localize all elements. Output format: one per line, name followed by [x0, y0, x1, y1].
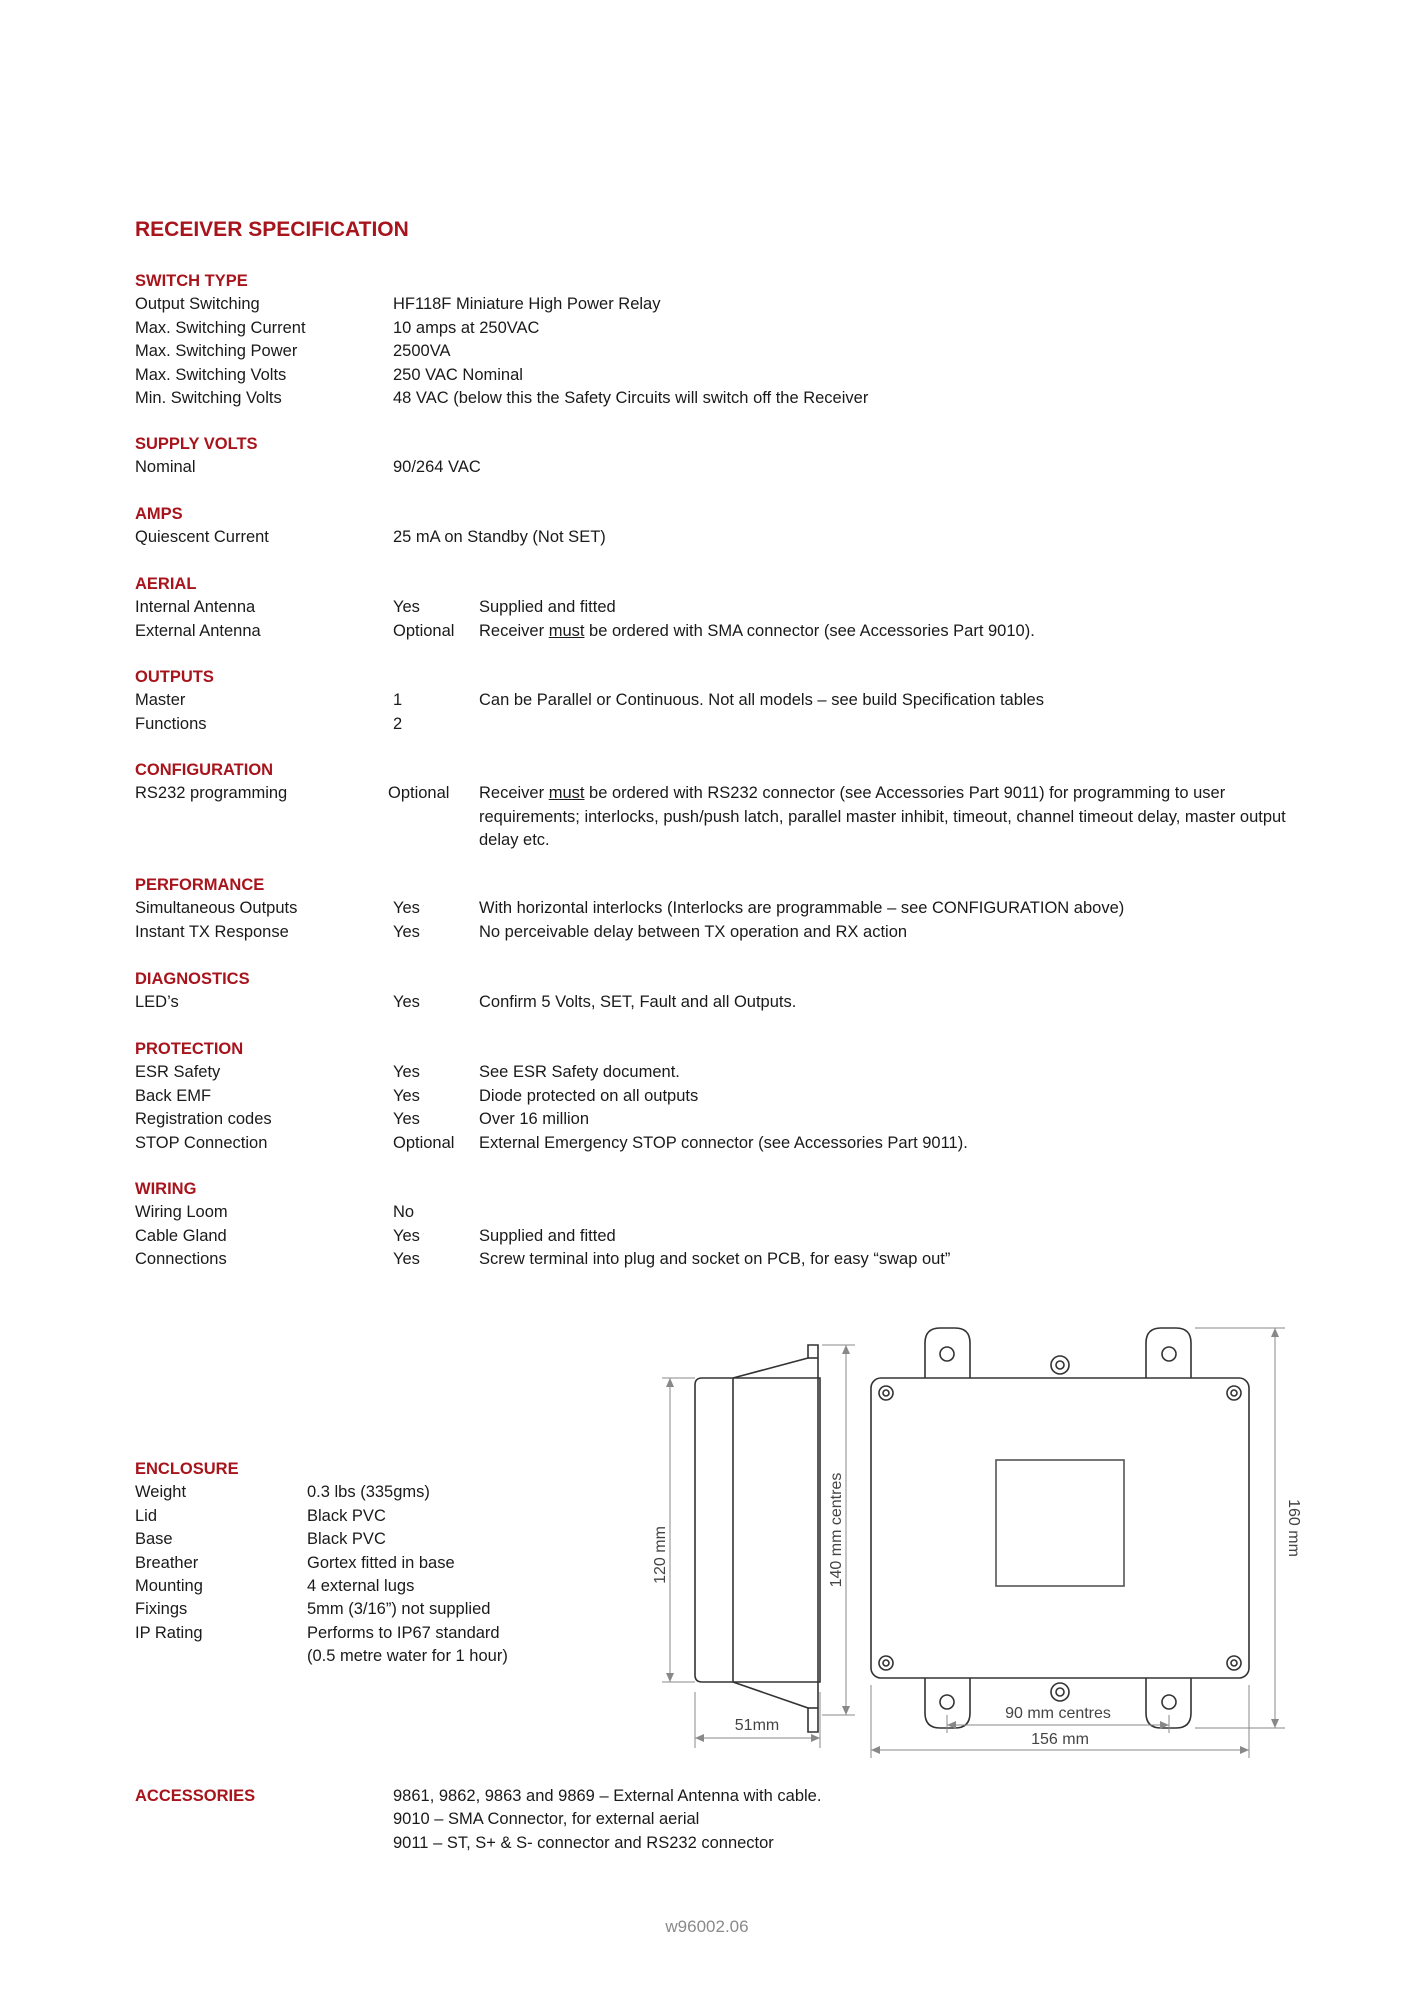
dim-120mm-label: 120 mm: [652, 1526, 669, 1584]
spec-section: [135, 968, 797, 1015]
spec-row: [135, 1108, 590, 1131]
spec-value: Optional: [393, 1133, 455, 1152]
enclosure-row: [135, 1622, 500, 1645]
spec-note: Supplied and fitted: [479, 1226, 616, 1245]
spec-section: [135, 503, 606, 550]
enclosure-row: [135, 1552, 455, 1575]
spec-note-text: Receiver: [479, 784, 549, 803]
spec-label: Connections: [135, 1250, 227, 1269]
spec-note-text: be ordered with RS232 connector (see Accessories Part 9011) for programming to user requirements; interlocks, push/push latch, parallel master inhibit, timeout, channel timeout delay, master output delay etc.: [479, 784, 1286, 850]
spec-value: 10 amps at 250VAC: [393, 318, 540, 337]
spec-label: LED’s: [135, 993, 179, 1012]
spec-note: Diode protected on all outputs: [479, 1086, 699, 1105]
spec-row: [135, 897, 1125, 920]
enclosure-section: [135, 1458, 508, 1669]
side-view-flange: [733, 1345, 818, 1732]
spec-row: [135, 317, 540, 340]
spec-row: [135, 596, 616, 619]
spec-value: HF118F Miniature High Power Relay: [393, 295, 661, 314]
spec-value: 0.3 lbs (335gms): [307, 1483, 430, 1502]
spec-value: Optional: [393, 621, 455, 640]
spec-label: Breather: [135, 1553, 199, 1572]
accessories-section: [135, 1785, 822, 1852]
spec-label: Output Switching: [135, 295, 260, 314]
section-heading: CONFIGURATION: [135, 761, 274, 779]
spec-note: [479, 620, 1299, 643]
spec-row: [135, 293, 661, 316]
spec-row: [135, 921, 908, 944]
spec-section: [135, 666, 1044, 736]
spec-label: Master: [135, 691, 186, 710]
spec-row: [135, 689, 1044, 712]
dim-140mm-centres-label: 140 mm centres: [828, 1472, 845, 1588]
spec-section: [135, 573, 1035, 643]
spec-value: Yes: [393, 1086, 420, 1105]
spec-value: 25 mA on Standby (Not SET): [393, 528, 606, 547]
spec-row: [135, 713, 403, 736]
spec-value: Yes: [393, 922, 420, 941]
page-title: RECEIVER SPECIFICATION: [135, 218, 409, 241]
label-area: [996, 1460, 1124, 1586]
spec-value: Black PVC: [307, 1530, 386, 1549]
accessory-line: 9011 – ST, S+ & S- connector and RS232 connector: [393, 1833, 774, 1852]
accessory-line: 9010 – SMA Connector, for external aerial: [393, 1810, 700, 1829]
section-heading: ACCESSORIES: [135, 1787, 256, 1805]
enclosure-row: [135, 1481, 430, 1504]
side-view-body: [695, 1378, 820, 1682]
spec-row: [135, 782, 1286, 852]
spec-value: 90/264 VAC: [393, 458, 481, 477]
enclosure-row: [135, 1645, 508, 1668]
spec-value: 4 external lugs: [307, 1576, 415, 1595]
spec-label: Lid: [135, 1506, 158, 1525]
spec-label: STOP Connection: [135, 1133, 268, 1152]
spec-row: [135, 340, 451, 363]
section-heading: DIAGNOSTICS: [135, 970, 250, 988]
spec-section: [135, 759, 1286, 853]
dim-156mm-label: 156 mm: [1031, 1731, 1089, 1748]
spec-label: RS232 programming: [135, 784, 288, 803]
spec-note: External Emergency STOP connector (see Accessories Part 9011).: [479, 1133, 968, 1152]
spec-note: Confirm 5 Volts, SET, Fault and all Outputs.: [479, 993, 797, 1012]
section-heading: SWITCH TYPE: [135, 272, 248, 290]
spec-note-emphasis: must: [548, 784, 585, 803]
section-heading: ENCLOSURE: [135, 1460, 239, 1478]
spec-section: [135, 1178, 951, 1272]
spec-section: [135, 1038, 968, 1155]
spec-row: [135, 526, 606, 549]
spec-label: Min. Switching Volts: [135, 388, 282, 407]
spec-note: Supplied and fitted: [479, 598, 616, 617]
spec-note: [479, 782, 1299, 852]
spec-label: Max. Switching Volts: [135, 365, 287, 384]
spec-label: Quiescent Current: [135, 528, 269, 547]
spec-value: Performs to IP67 standard: [307, 1623, 500, 1642]
spec-value: 2500VA: [393, 342, 451, 361]
spec-row: [135, 1201, 415, 1224]
spec-value: Black PVC: [307, 1506, 386, 1525]
accessory-line: 9861, 9862, 9863 and 9869 – External Antenna with cable.: [393, 1787, 822, 1805]
spec-row: [135, 1132, 968, 1155]
spec-label: Back EMF: [135, 1086, 212, 1105]
spec-row: [135, 620, 1035, 643]
spec-value: 1: [393, 691, 403, 710]
spec-value: Yes: [393, 598, 420, 617]
spec-value: 2: [393, 714, 403, 733]
spec-label: Registration codes: [135, 1110, 272, 1129]
spec-row: [135, 1248, 951, 1271]
spec-value: Yes: [393, 993, 420, 1012]
spec-section: [135, 270, 869, 410]
spec-label: Max. Switching Current: [135, 318, 306, 337]
spec-value: 48 VAC (below this the Safety Circuits will switch off the Receiver: [393, 388, 869, 407]
enclosure-row: [135, 1528, 386, 1551]
spec-section: [135, 874, 1125, 944]
spec-note-emphasis: must: [548, 621, 585, 640]
spec-label: Wiring Loom: [135, 1203, 228, 1222]
spec-label: Instant TX Response: [135, 922, 289, 941]
section-heading: PERFORMANCE: [135, 876, 265, 894]
spec-row: [135, 387, 869, 410]
enclosure-row: [135, 1598, 491, 1621]
spec-label: Mounting: [135, 1576, 203, 1595]
spec-label: Max. Switching Power: [135, 342, 298, 361]
spec-value: Yes: [393, 1063, 420, 1082]
dim-160mm-label: 160 mm: [1285, 1499, 1302, 1557]
spec-note: See ESR Safety document.: [479, 1063, 680, 1082]
enclosure-row: [135, 1505, 386, 1528]
spec-value: 5mm (3/16”) not supplied: [307, 1600, 491, 1619]
spec-label: Cable Gland: [135, 1226, 227, 1245]
spec-value: 250 VAC Nominal: [393, 365, 523, 384]
lug-top-left: [925, 1328, 970, 1378]
spec-value: Yes: [393, 899, 420, 918]
spec-value: No: [393, 1203, 415, 1222]
spec-row: [135, 991, 797, 1014]
enclosure-row: [135, 1575, 415, 1598]
spec-note-text: Receiver: [479, 621, 549, 640]
front-view-body: [871, 1378, 1249, 1678]
spec-note: Over 16 million: [479, 1110, 590, 1129]
spec-value: Yes: [393, 1110, 420, 1129]
spec-row: [135, 1085, 699, 1108]
spec-label: External Antenna: [135, 621, 261, 640]
spec-label: ESR Safety: [135, 1063, 221, 1082]
enclosure-diagram: [650, 1320, 1300, 1760]
document-code: w96002.06: [665, 1917, 749, 1936]
section-heading: SUPPLY VOLTS: [135, 435, 258, 453]
spec-note: With horizontal interlocks (Interlocks are programmable – see CONFIGURATION above): [479, 899, 1125, 918]
spec-label: Functions: [135, 714, 207, 733]
spec-value: Optional: [388, 784, 450, 803]
section-heading: AERIAL: [135, 575, 197, 593]
spec-section: [135, 433, 481, 480]
section-heading: WIRING: [135, 1180, 197, 1198]
dim-51mm-label: 51mm: [734, 1717, 780, 1734]
spec-value: Yes: [393, 1250, 420, 1269]
spec-label: Simultaneous Outputs: [135, 899, 298, 918]
spec-note-text: be ordered with SMA connector (see Accessories Part 9010).: [584, 621, 1035, 640]
lug-top-right: [1146, 1328, 1191, 1378]
spec-value: Yes: [393, 1226, 420, 1245]
spec-note: Screw terminal into plug and socket on PCB, for easy “swap out”: [479, 1250, 951, 1269]
spec-note: No perceivable delay between TX operation and RX action: [479, 922, 908, 941]
spec-row: [135, 364, 523, 387]
dim-90mm-centres-label: 90 mm centres: [1005, 1705, 1111, 1722]
spec-label: Nominal: [135, 458, 196, 477]
section-heading: OUTPUTS: [135, 668, 214, 686]
spec-value: (0.5 metre water for 1 hour): [307, 1647, 508, 1666]
spec-row: [135, 1225, 616, 1248]
spec-row: [135, 456, 481, 479]
spec-value: Gortex fitted in base: [307, 1553, 455, 1572]
spec-label: Base: [135, 1530, 173, 1549]
spec-label: IP Rating: [135, 1623, 203, 1642]
spec-row: [135, 1061, 680, 1084]
spec-label: Internal Antenna: [135, 598, 256, 617]
spec-label: Fixings: [135, 1600, 188, 1619]
spec-note: Can be Parallel or Continuous. Not all models – see build Specification tables: [479, 691, 1044, 710]
section-heading: PROTECTION: [135, 1040, 244, 1058]
section-heading: AMPS: [135, 505, 183, 523]
spec-label: Weight: [135, 1483, 187, 1502]
